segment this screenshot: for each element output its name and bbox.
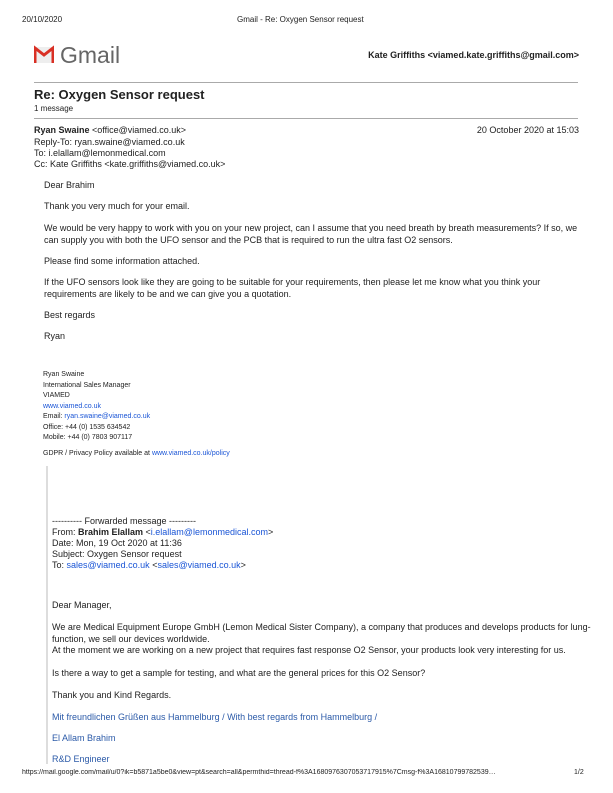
forwarded-thanks: Thank you and Kind Regards.	[52, 690, 172, 700]
body-paragraph: We would be very happy to work with you on your new project, can I assume that you need breath by breath measurements? If so, we can supply you with both the UFO sensor and the PCB that is required to run the ultra fast O2 sensors.	[44, 223, 578, 245]
office-phone: Office: +44 (0) 1535 634542	[43, 423, 131, 431]
to-line: To: i.elallam@lemonmedical.com	[34, 148, 166, 158]
cc-line: Cc: Kate Griffiths <kate.griffiths@viamed.co.uk>	[34, 159, 226, 169]
to-email-link[interactable]: sales@viamed.co.uk	[66, 560, 150, 570]
divider	[34, 82, 578, 83]
forwarded-signature: Mit freundlichen Grüßen aus Hammelburg / With best regards from Hammelburg /	[52, 712, 378, 722]
divider	[34, 118, 578, 119]
gdpr-text: GDPR / Privacy Policy available at	[43, 449, 152, 457]
signature	[43, 370, 230, 459]
from-label: From:	[52, 527, 78, 537]
email-link[interactable]: ryan.swaine@viamed.co.uk	[64, 413, 151, 420]
signature-role: International Sales Manager	[43, 381, 131, 389]
body-paragraph: Please find some information attached.	[44, 256, 200, 266]
sender-email: <office@viamed.co.uk>	[92, 125, 187, 135]
body-paragraph: Thank you very much for your email.	[44, 201, 190, 211]
to-label: To:	[52, 560, 67, 570]
forwarded-body: At the moment we are working on a new project that requires fast response O2 Sensor, your products look very interesting for us.	[52, 645, 566, 655]
forwarded-from: From: Brahim Elallam <i.elallam@lemonmedical.com>	[52, 527, 274, 537]
email-label: Email:	[43, 413, 65, 420]
page-number: 1/2	[574, 769, 584, 776]
forwarded-greeting: Dear Manager,	[52, 600, 112, 610]
website-link[interactable]: www.viamed.co.uk	[43, 402, 101, 410]
message-date: 20 October 2020 at 15:03	[476, 125, 579, 135]
sender-name: Ryan Swaine	[34, 125, 90, 135]
reply-to: Reply-To: ryan.swaine@viamed.co.uk	[34, 137, 185, 147]
gmail-logo-text: Gmail	[60, 42, 121, 68]
print-title: Gmail - Re: Oxygen Sensor request	[237, 15, 364, 24]
forwarded-signature: R&D Engineer	[52, 754, 110, 764]
from-name: Brahim Elallam	[78, 527, 144, 537]
forwarded-body: We are Medical Equipment Europe GmbH (Lemon Medical Sister Company), a company that produces and develops products for lung-function, we sell our devices worldwide.	[52, 622, 591, 644]
print-url: https://mail.google.com/mail/u/0?ik=b5871a5be0&view=pt&search=all&permthid=thread-f%3A1680976307053717915%7Cmsg-f%3A16810799782539…	[22, 769, 496, 776]
to-email-link-2[interactable]: sales@viamed.co.uk	[157, 560, 241, 570]
body-paragraph: If the UFO sensors look like they are going to be suitable for your requirements, then please let me know what you think your requirements are likely to be and we can give you a quotation.	[44, 277, 541, 299]
thread-subject: Re: Oxygen Sensor request	[34, 87, 205, 102]
forwarded-divider: ---------- Forwarded message ---------	[52, 516, 196, 526]
print-date: 20/10/2020	[22, 15, 63, 24]
forwarded-date: Date: Mon, 19 Oct 2020 at 11:36	[52, 538, 182, 548]
from-email-link[interactable]: i.elallam@lemonmedical.com	[150, 527, 268, 537]
account-label: Kate Griffiths <viamed.kate.griffiths@gmail.com>	[368, 50, 579, 60]
sender	[34, 125, 186, 137]
gmail-logo-icon	[34, 44, 54, 66]
gdpr-link[interactable]: www.viamed.co.uk/policy	[151, 449, 230, 457]
signature-company: VIAMED	[43, 392, 70, 399]
forwarded-subject: Subject: Oxygen Sensor request	[52, 549, 182, 559]
body-paragraph: Best regards	[44, 310, 96, 320]
mobile-phone: Mobile: +44 (0) 7803 907117	[43, 434, 133, 441]
body-paragraph: Dear Brahim	[44, 180, 95, 190]
forwarded-body: Is there a way to get a sample for testing, and what are the general prices for this O2 Sensor?	[52, 668, 426, 678]
body-paragraph: Ryan	[44, 331, 66, 341]
forwarded-to: To: sales@viamed.co.uk <sales@viamed.co.uk>	[52, 560, 246, 570]
print-footer	[0, 764, 613, 793]
forwarded-signature: El Allam Brahim	[52, 733, 116, 743]
signature-name: Ryan Swaine	[43, 371, 85, 378]
quote-bar	[46, 466, 48, 793]
message-count: 1 message	[34, 104, 74, 113]
